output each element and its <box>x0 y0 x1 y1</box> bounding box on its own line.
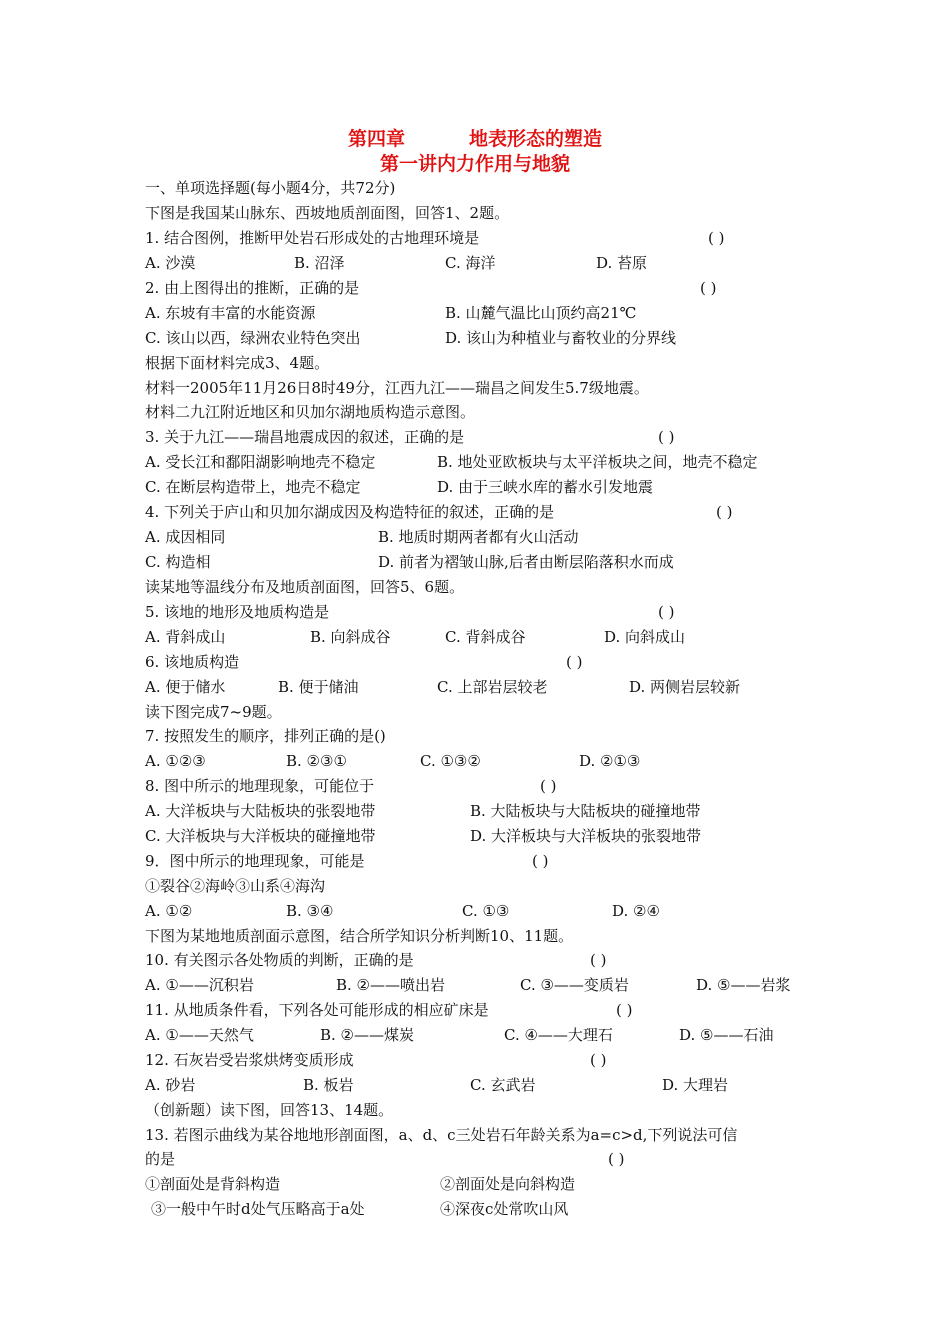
question-2: 2. 由上图得出的推断，正确的是 <box>145 279 360 297</box>
q4-option-a: A. 成因相同 <box>145 528 226 546</box>
q12-option-d: D. 大理岩 <box>662 1076 729 1094</box>
q1-option-d: D. 苔原 <box>596 254 648 272</box>
answer-blank-10: ( ) <box>590 951 607 969</box>
material-1: 材料一2005年11月26日8时49分，江西九江——瑞昌之间发生5.7级地震。 <box>145 379 649 397</box>
question-7: 7. 按照发生的顺序，排列正确的是() <box>145 727 386 745</box>
q8-option-a: A. 大洋板块与大陆板块的张裂地带 <box>145 802 376 820</box>
q9-option-a: A. ①② <box>145 902 193 920</box>
q7-option-c: C. ①③② <box>420 752 481 770</box>
q7-option-a: A. ①②③ <box>145 752 206 770</box>
q2-option-d: D. 该山为种植业与畜牧业的分界线 <box>445 329 677 347</box>
question-5: 5. 该地的地形及地质构造是 <box>145 603 330 621</box>
question-1: 1. 结合图例，推断甲处岩石形成处的古地理环境是 <box>145 229 480 247</box>
question-13-line-1: 13. 若图示曲线为某谷地地形剖面图，a、d、c三处岩石年龄关系为a=c>d,下列说法可信 <box>145 1126 738 1144</box>
answer-blank-13: ( ) <box>608 1150 625 1168</box>
intro-q13-q14: （创新题）读下图，回答13、14题。 <box>145 1101 394 1119</box>
q9-option-d: D. ②④ <box>612 902 660 920</box>
question-4: 4. 下列关于庐山和贝加尔湖成因及构造特征的叙述，正确的是 <box>145 503 555 521</box>
material-2: 材料二九江附近地区和贝加尔湖地质构造示意图。 <box>145 403 476 421</box>
q1-option-b: B. 沼泽 <box>294 254 345 272</box>
q10-option-b: B. ②——喷出岩 <box>336 976 446 994</box>
section-heading: 一、单项选择题(每小题4分，共72分) <box>145 179 396 197</box>
answer-blank-2: ( ) <box>700 279 717 297</box>
answer-blank-6: ( ) <box>566 653 583 671</box>
q12-option-c: C. 玄武岩 <box>470 1076 536 1094</box>
chapter-number: 第四章 <box>347 128 405 150</box>
lecture-title: 第一讲内力作用与地貌 <box>379 153 570 175</box>
q6-option-c: C. 上部岩层较老 <box>437 678 548 696</box>
q1-option-a: A. 沙漠 <box>145 254 196 272</box>
q11-option-b: B. ②——煤炭 <box>320 1026 415 1044</box>
question-11: 11. 从地质条件看，下列各处可能形成的相应矿床是 <box>145 1001 489 1019</box>
question-3: 3. 关于九江——瑞昌地震成因的叙述，正确的是 <box>145 428 465 446</box>
q5-option-b: B. 向斜成谷 <box>310 628 391 646</box>
answer-blank-12: ( ) <box>590 1051 607 1069</box>
q13-statement-3: ③一般中午时d处气压略高于a处 <box>151 1200 365 1218</box>
q9-option-c: C. ①③ <box>462 902 510 920</box>
q8-option-b: B. 大陆板块与大陆板块的碰撞地带 <box>470 802 701 820</box>
q13-statement-4: ④深夜c处常吹山风 <box>440 1200 569 1218</box>
q4-option-c: C. 构造相 <box>145 553 211 571</box>
q1-option-c: C. 海洋 <box>445 254 496 272</box>
intro-q1-q2: 下图是我国某山脉东、西坡地质剖面图，回答1、2题。 <box>145 204 510 222</box>
q2-option-c: C. 该山以西，绿洲农业特色突出 <box>145 329 361 347</box>
chapter-name: 地表形态的塑造 <box>469 128 603 150</box>
question-13-line-2: 的是 <box>145 1150 176 1168</box>
q4-option-b: B. 地质时期两者都有火山活动 <box>378 528 579 546</box>
q8-option-d: D. 大洋板块与大洋板块的张裂地带 <box>470 827 702 845</box>
answer-blank-3: ( ) <box>658 428 675 446</box>
answer-blank-1: ( ) <box>708 229 725 247</box>
q4-option-d: D. 前者为褶皱山脉,后者由断层陷落积水而成 <box>378 553 674 571</box>
intro-q7-q9: 读下图完成7~9题。 <box>145 703 282 721</box>
q9-option-b: B. ③④ <box>286 902 334 920</box>
question-10: 10. 有关图示各处物质的判断，正确的是 <box>145 951 414 969</box>
q10-option-d: D. ⑤——岩浆 <box>696 976 791 994</box>
q9-items: ①裂谷②海岭③山系④海沟 <box>145 877 326 895</box>
q6-option-d: D. 两侧岩层较新 <box>629 678 741 696</box>
q10-option-a: A. ①——沉积岩 <box>145 976 254 994</box>
chapter-title <box>0 124 950 151</box>
answer-blank-5: ( ) <box>658 603 675 621</box>
q13-statement-2: ②剖面处是向斜构造 <box>440 1175 576 1193</box>
q5-option-a: A. 背斜成山 <box>145 628 226 646</box>
q3-option-c: C. 在断层构造带上，地壳不稳定 <box>145 478 361 496</box>
q11-option-a: A. ①——天然气 <box>145 1026 254 1044</box>
q3-option-d: D. 由于三峡水库的蓄水引发地震 <box>437 478 654 496</box>
q5-option-d: D. 向斜成山 <box>604 628 686 646</box>
intro-q10-q11: 下图为某地地质剖面示意图，结合所学知识分析判断10、11题。 <box>145 927 574 945</box>
question-9: 9．图中所示的地理现象，可能是 <box>145 852 365 870</box>
q10-option-c: C. ③——变质岩 <box>520 976 629 994</box>
answer-blank-11: ( ) <box>616 1001 633 1019</box>
q12-option-b: B. 板岩 <box>303 1076 354 1094</box>
q6-option-b: B. 便于储油 <box>278 678 359 696</box>
answer-blank-8: ( ) <box>540 777 557 795</box>
answer-blank-9: ( ) <box>532 852 549 870</box>
intro-q3-q4: 根据下面材料完成3、4题。 <box>145 354 330 372</box>
q2-option-a: A. 东坡有丰富的水能资源 <box>145 304 316 322</box>
intro-q5-q6: 读某地等温线分布及地质剖面图，回答5、6题。 <box>145 578 465 596</box>
q5-option-c: C. 背斜成谷 <box>445 628 526 646</box>
question-6: 6. 该地质构造 <box>145 653 240 671</box>
q3-option-b: B. 地处亚欧板块与太平洋板块之间，地壳不稳定 <box>437 453 758 471</box>
question-12: 12. 石灰岩受岩浆烘烤变质形成 <box>145 1051 354 1069</box>
answer-blank-4: ( ) <box>716 503 733 521</box>
q11-option-c: C. ④——大理石 <box>504 1026 613 1044</box>
q7-option-d: D. ②①③ <box>579 752 641 770</box>
q12-option-a: A. 砂岩 <box>145 1076 196 1094</box>
question-8: 8. 图中所示的地理现象，可能位于 <box>145 777 375 795</box>
q2-option-b: B. 山麓气温比山顶约高21℃ <box>445 304 637 322</box>
q3-option-a: A. 受长江和鄱阳湖影响地壳不稳定 <box>145 453 376 471</box>
q13-statement-1: ①剖面处是背斜构造 <box>145 1175 281 1193</box>
q11-option-d: D. ⑤——石油 <box>679 1026 774 1044</box>
q7-option-b: B. ②③① <box>286 752 347 770</box>
q8-option-c: C. 大洋板块与大洋板块的碰撞地带 <box>145 827 376 845</box>
q6-option-a: A. 便于储水 <box>145 678 226 696</box>
